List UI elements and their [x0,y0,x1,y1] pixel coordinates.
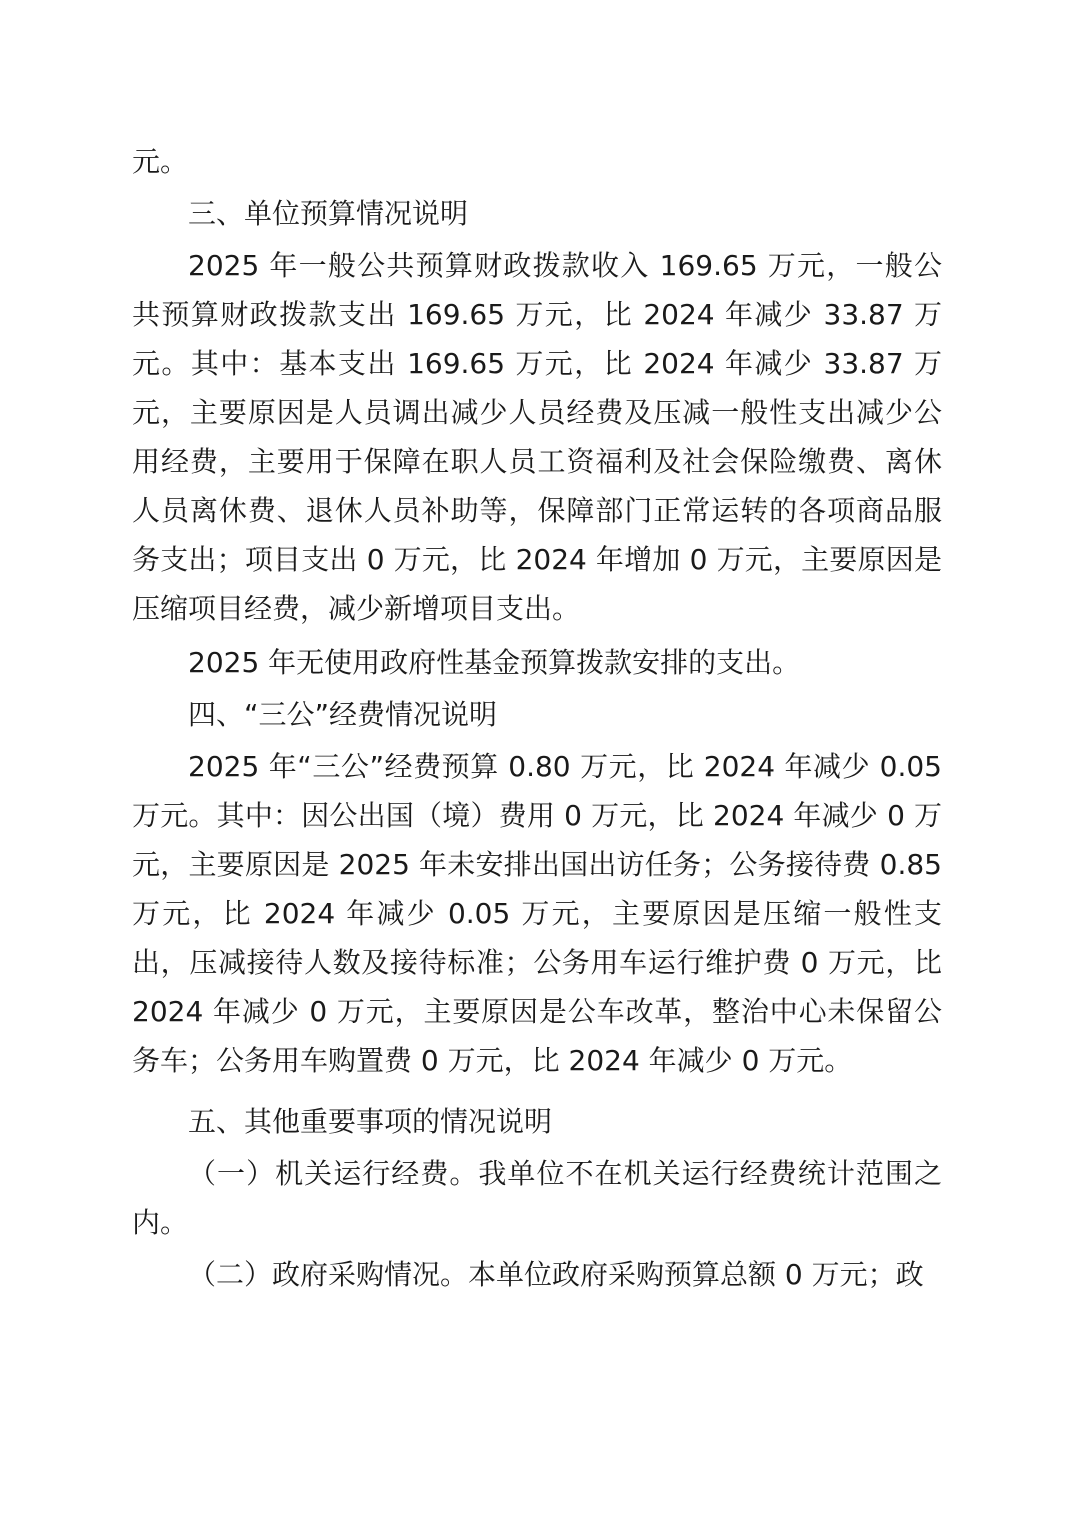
section-heading-5: 五、其他重要事项的情况说明 [188,1105,553,1138]
paragraph-fund-budget: 2025 年无使用政府性基金预算拨款安排的支出。 [188,646,801,679]
paragraph-continuation: 元。 [132,145,189,178]
section-heading-3: 三、单位预算情况说明 [188,197,469,230]
paragraph-three-public-expenses: 2025 年“三公”经费预算 0.80 万元，比 2024 年减少 0.05 万元。其中：因公出国（境）费用 0 万元，比 2024 年减少 0 万元，主要原因是 2025 年未安排出国出访任务；公务接待费 0.85 万元，比 2024 年减少 0.05 万元，主要原因是压缩一般性支出，压减接待人数及接待标准；公务用车运行维护费 0 万元，比 2024 年减少 0 万元，主要原因是公车改革，整治中心未保留公务车；公务用车购置费 0 万元，比 2024 年减少 0 万元。 [132,750,942,1077]
paragraph-procurement: （二）政府采购情况。本单位政府采购预算总额 0 万元；政 [188,1258,924,1291]
paragraph-operating-expenses: （一）机关运行经费。我单位不在机关运行经费统计范围之内。 [132,1157,942,1239]
paragraph-budget: 2025 年一般公共预算财政拨款收入 169.65 万元，一般公共预算财政拨款支出 169.65 万元，比 2024 年减少 33.87 万元。其中：基本支出 169.65 万元，比 2024 年减少 33.87 万元，主要原因是人员调出减少人员经费及压减一般性支出减少公用经费，主要用于保障在职人员工资福利及社会保险缴费、离休人员离休费、退休人员补助等，保障部门正常运转的各项商品服务支出；项目支出 0 万元，比 2024 年增加 0 万元，主要原因是压缩项目经费，减少新增项目支出。 [132,249,942,625]
section-heading-4: 四、“三公”经费情况说明 [188,698,498,731]
document-body [132,137,942,1299]
